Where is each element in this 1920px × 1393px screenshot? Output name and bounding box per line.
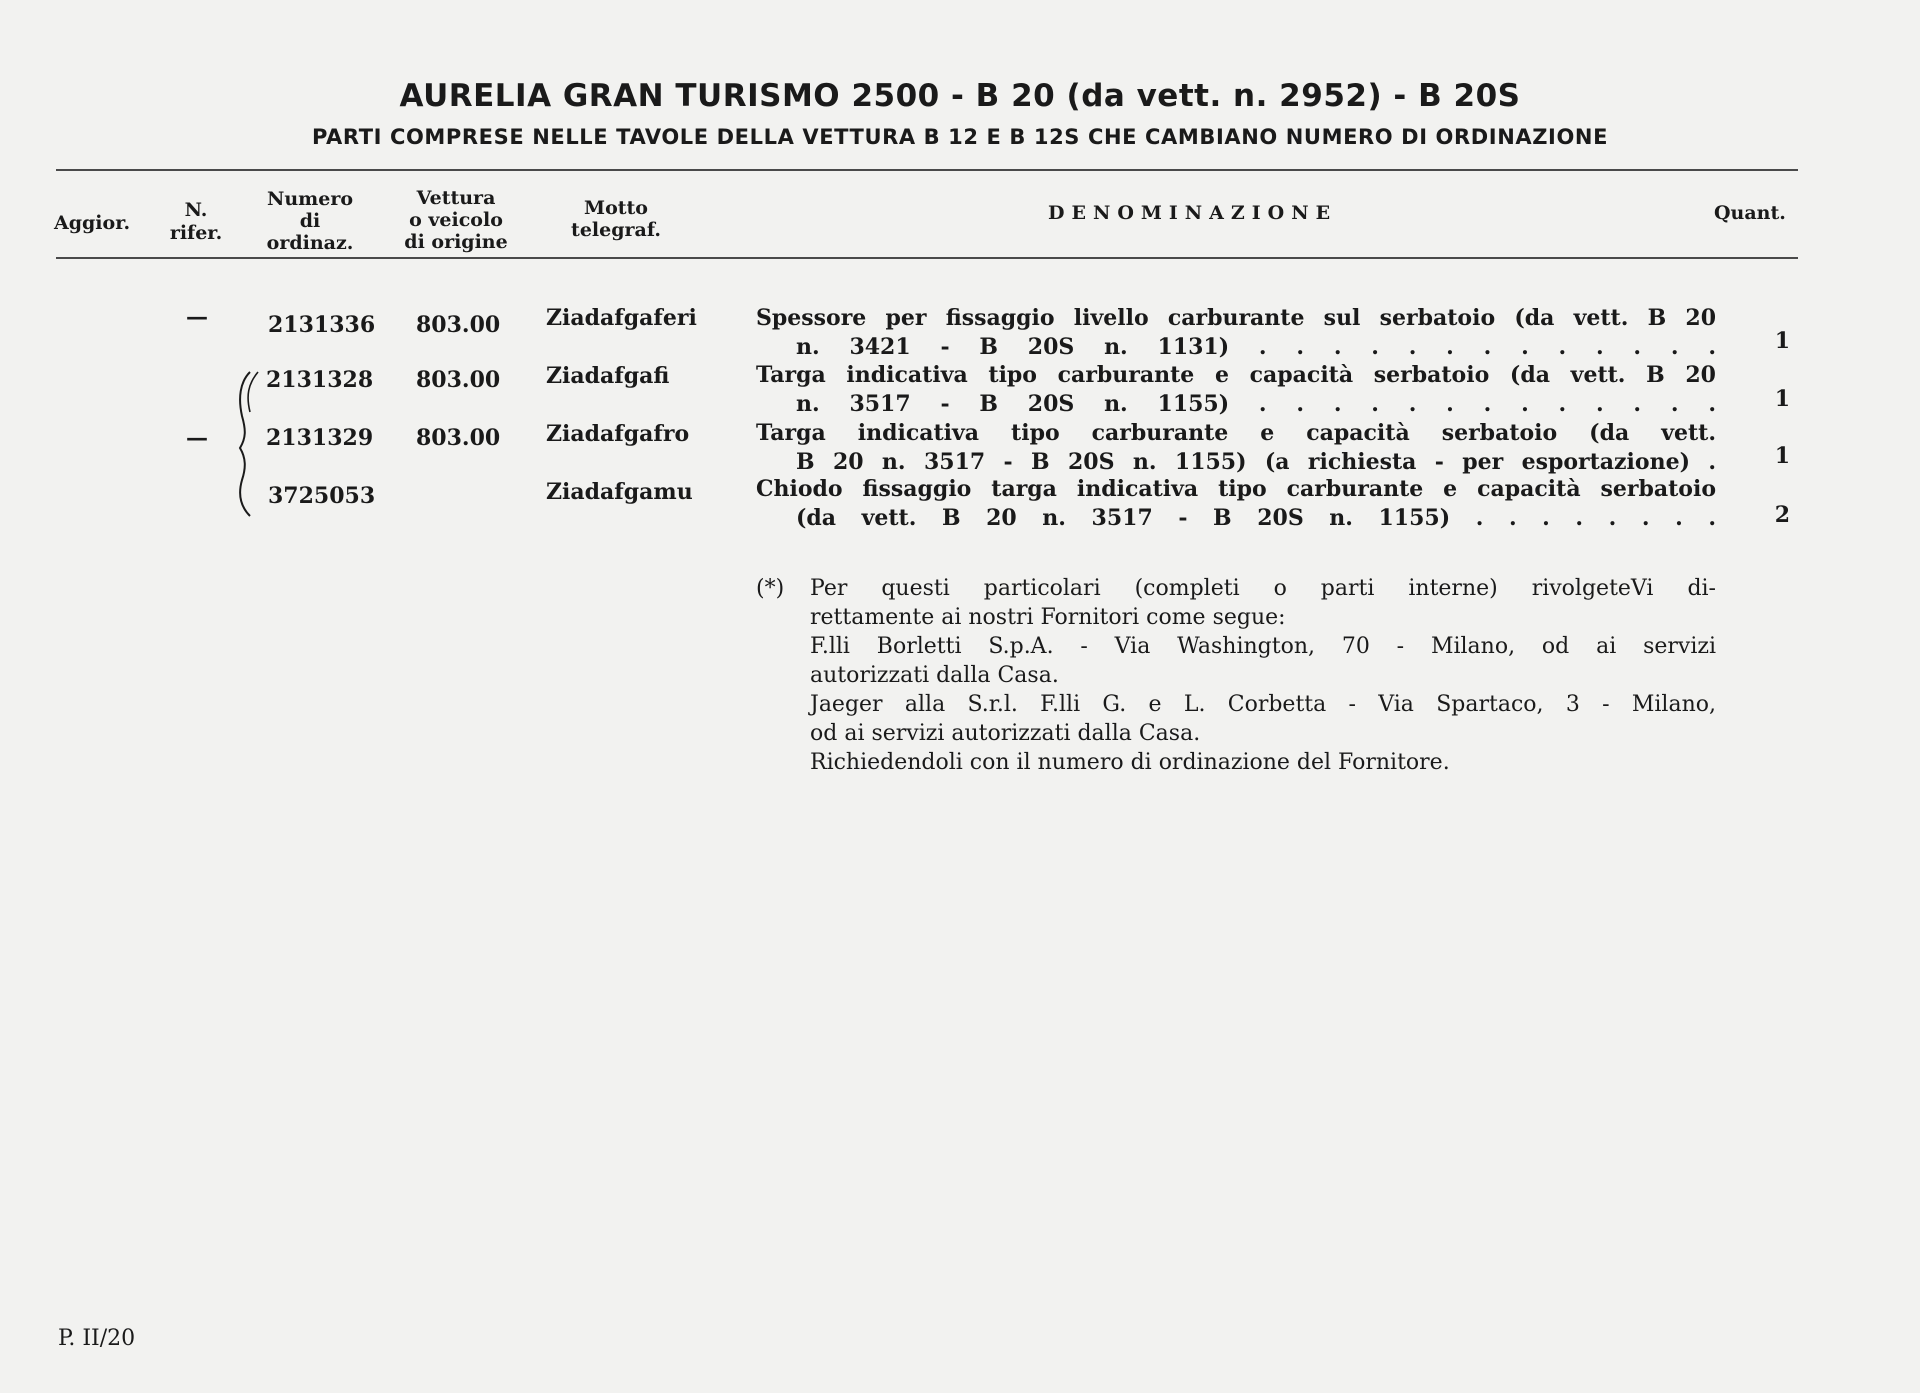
row-2-denominazione [756, 361, 1716, 419]
header-quant: Quant. [1714, 202, 1786, 224]
row-4-numero: 3725053 [268, 483, 376, 509]
header-denominazione: DENOMINAZIONE [1048, 202, 1338, 224]
header-vettura-2: o veicolo [409, 209, 503, 231]
header-rifer-1: N. [184, 199, 208, 221]
supplier-note [756, 574, 1716, 777]
header-numero-1: Numero [266, 188, 354, 210]
header-aggior: Aggior. [54, 212, 131, 234]
note-line-5: Jaeger alla S.r.l. F.lli G. e L. Corbetta - Via Spartaco, 3 - Milano, [810, 692, 1716, 717]
row-2-quant: 1 [1774, 386, 1790, 412]
header-numero-2: di [299, 210, 321, 232]
row-2-vettura: 803.00 [416, 367, 501, 393]
row-2-desc-line-2: n. 3517 - B 20S n. 1155) . . . . . . . . . . . . . [796, 391, 1716, 417]
row-4-quant: 2 [1774, 502, 1790, 528]
row-3-vettura: 803.00 [416, 425, 501, 451]
row-1-desc-line-1: Spessore per fissaggio livello carburante sul serbatoio (da vett. B 20 [756, 305, 1716, 331]
row-3-desc-line-1: Targa indicativa tipo carburante e capacità serbatoio (da vett. [756, 420, 1716, 446]
header-top-rule [56, 169, 1798, 171]
page-title: AURELIA GRAN TURISMO 2500 - B 20 (da vett. n. 2952) - B 20S [399, 78, 1521, 114]
header-bottom-rule [56, 257, 1798, 259]
note-line-2: rettamente ai nostri Fornitori come segue: [810, 605, 1286, 630]
row-1-denominazione [756, 304, 1716, 362]
row-2-numero: 2131328 [266, 367, 374, 393]
row-1-desc-line-2: n. 3421 - B 20S n. 1131) . . . . . . . . . . . . . [796, 334, 1716, 360]
note-line-7: Richiedendoli con il numero di ordinazione del Fornitore. [810, 750, 1450, 775]
row-2-motto: Ziadafgafi [546, 363, 670, 389]
header-numero-3: ordinaz. [266, 232, 354, 254]
note-line-4: autorizzati dalla Casa. [810, 663, 1059, 688]
group-brace [236, 368, 264, 518]
header-vettura-1: Vettura [416, 187, 496, 209]
row-1-quant: 1 [1774, 328, 1790, 354]
note-line-1: (*) Per questi particolari (completi o parti interne) rivolgeteVi di- [756, 576, 1716, 601]
note-line-6: od ai servizi autorizzati dalla Casa. [810, 721, 1201, 746]
row-3-motto: Ziadafgafro [546, 421, 690, 447]
row-1-vettura: 803.00 [416, 312, 501, 338]
row-3-denominazione [756, 419, 1716, 477]
row-1-numero: 2131336 [268, 312, 376, 338]
note-line-3: F.lli Borletti S.p.A. - Via Washington, 70 - Milano, od ai servizi [810, 634, 1716, 659]
row-3-quant: 1 [1774, 443, 1790, 469]
row-3-numero: 2131329 [266, 425, 374, 451]
row-4-desc-line-2: (da vett. B 20 n. 3517 - B 20S n. 1155) . . . . . . . . [796, 505, 1716, 531]
page-number: P. II/20 [58, 1326, 136, 1351]
header-rifer-2: rifer. [169, 222, 223, 244]
header-vettura-3: di origine [404, 231, 508, 253]
row-2-desc-line-1: Targa indicativa tipo carburante e capacità serbatoio (da vett. B 20 [756, 362, 1716, 388]
row-3-desc-line-2: B 20 n. 3517 - B 20S n. 1155) (a richiesta - per esportazione) . [796, 449, 1716, 475]
header-motto-2: telegraf. [571, 219, 661, 241]
page-subtitle: PARTI COMPRESE NELLE TAVOLE DELLA VETTURA B 12 E B 12S CHE CAMBIANO NUMERO DI ORDINAZIONE [311, 125, 1609, 149]
row-1-aggior: — [186, 304, 208, 330]
row-4-motto: Ziadafgamu [546, 479, 693, 505]
row-1-motto: Ziadafgaferi [546, 305, 697, 331]
row-3-aggior: — [186, 425, 208, 451]
row-4-desc-line-1: Chiodo fissaggio targa indicativa tipo carburante e capacità serbatoio [756, 476, 1716, 502]
header-motto-1: Motto [584, 197, 648, 219]
note-mark: (*) [756, 576, 785, 601]
row-4-denominazione [756, 475, 1716, 533]
